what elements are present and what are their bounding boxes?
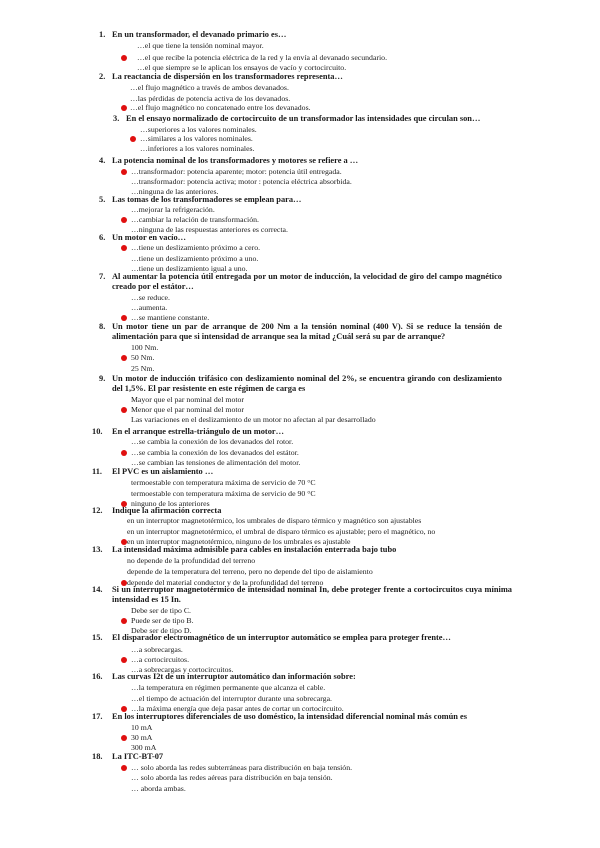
question-text: Las tomas de los transformadores se emplean para… bbox=[112, 195, 302, 204]
answer-option: Puede ser de tipo B. bbox=[131, 616, 194, 625]
question-text: Un motor de inducción trifásico con deslizamiento nominal del 2%, se encuentra girando con deslizamiento del 1,5%. El par resistente en este régimen de carga es bbox=[112, 374, 502, 393]
question-2 bbox=[99, 72, 492, 82]
question-7 bbox=[99, 272, 502, 291]
answer-option: no depende de la profundidad del terreno bbox=[127, 556, 256, 565]
answer-option: … solo aborda las redes aéreas para distribución en baja tensión. bbox=[131, 773, 333, 782]
answer-mark-dot bbox=[121, 735, 127, 741]
question-10 bbox=[92, 427, 492, 437]
answer-option: …el tiempo de actuación del interruptor durante una sobrecarga. bbox=[131, 694, 332, 703]
question-text: Indique la afirmación correcta bbox=[112, 506, 222, 515]
answer-option: … aborda ambas. bbox=[131, 784, 186, 793]
question-text: La ITC-BT-07 bbox=[112, 752, 164, 761]
answer-option: termoestable con temperatura máxima de servicio de 70 °C bbox=[131, 478, 316, 487]
answer-option: Debe ser de tipo C. bbox=[131, 606, 191, 615]
answer-option: …se mantiene constante. bbox=[131, 313, 210, 322]
question-text: Si un interruptor magnetotérmico de intensidad nominal In, debe proteger frente a cortocircuitos cuya mínima intensidad es 15 In. bbox=[112, 585, 512, 604]
question-5 bbox=[99, 195, 492, 205]
answer-option: …mejorar la refrigeración. bbox=[131, 205, 215, 214]
question-number: 12. bbox=[92, 506, 103, 515]
answer-option: …la temperatura en régimen permanente que alcanza el cable. bbox=[131, 683, 326, 692]
answer-option: 300 mA bbox=[131, 743, 157, 752]
question-number: 9. bbox=[99, 374, 106, 383]
question-number: 6. bbox=[99, 233, 106, 242]
answer-option: Mayor que el par nominal del motor bbox=[131, 395, 245, 404]
answer-mark-dot bbox=[121, 450, 127, 456]
question-text: En los interruptores diferenciales de uso doméstico, la intensidad diferencial nominal más común es bbox=[112, 712, 468, 721]
answer-option: …se cambia la conexión de los devanados del rotor. bbox=[131, 437, 294, 446]
question-text: En el ensayo normalizado de cortocircuito de un transformador las intensidades que circulan son… bbox=[126, 114, 481, 123]
question-text: Un motor en vacío… bbox=[112, 233, 187, 242]
question-text: La potencia nominal de los transformadores y motores se refiere a … bbox=[112, 156, 359, 165]
question-number: 14. bbox=[92, 585, 103, 594]
question-number: 18. bbox=[92, 752, 103, 761]
answer-option: …las pérdidas de potencia activa de los devanados. bbox=[130, 94, 291, 103]
question-13 bbox=[92, 545, 492, 555]
question-4 bbox=[99, 156, 492, 166]
question-text: La intensidad máxima admisible para cables en instalación enterrada bajo tubo bbox=[112, 545, 397, 554]
answer-option: …tiene un deslizamiento próximo a uno. bbox=[131, 254, 259, 263]
question-text: En el arranque estrella-triángulo de un motor… bbox=[112, 427, 284, 436]
answer-option: …el que siempre se le aplican los ensayos de vacío y cortocircuito. bbox=[137, 63, 347, 72]
answer-option: …aumenta. bbox=[131, 303, 168, 312]
question-1 bbox=[99, 30, 492, 40]
question-18 bbox=[92, 752, 492, 762]
question-number: 1. bbox=[99, 30, 106, 39]
answer-option: 25 Nm. bbox=[131, 364, 155, 373]
question-text: El disparador electromagnético de un interruptor automático se emplea para proteger frente… bbox=[112, 633, 451, 642]
answer-mark-dot bbox=[121, 217, 127, 223]
answer-option: …ninguna de las anteriores. bbox=[131, 187, 219, 196]
answer-option: …a sobrecargas y cortocircuitos. bbox=[131, 665, 234, 674]
question-text: La reactancia de dispersión en los transformadores representa… bbox=[112, 72, 343, 81]
question-11 bbox=[92, 467, 492, 477]
question-number: 4. bbox=[99, 156, 106, 165]
answer-option: 30 mA bbox=[131, 733, 153, 742]
answer-option: depende de la temperatura del terreno, pero no depende del tipo de aislamiento bbox=[127, 567, 373, 576]
answer-option: …transformador: potencia activa; motor : potencia eléctrica absorbida. bbox=[131, 177, 352, 186]
answer-option: en un interruptor magnetotérmico, el umbral de disparo térmico es ajustable; pero el magnético, no bbox=[127, 527, 436, 536]
question-3 bbox=[113, 114, 526, 124]
question-text: El PVC es un aislamiento … bbox=[112, 467, 214, 476]
answer-mark-dot bbox=[121, 355, 127, 361]
answer-option: termoestable con temperatura máxima de servicio de 90 °C bbox=[131, 489, 316, 498]
answer-option: …ninguna de las respuestas anteriores es correcta. bbox=[131, 225, 288, 234]
question-number: 11. bbox=[92, 467, 103, 476]
question-8 bbox=[99, 322, 502, 341]
question-number: 10. bbox=[92, 427, 103, 436]
answer-mark-dot bbox=[121, 407, 127, 413]
answer-option: …se cambia la conexión de los devanados del estátor. bbox=[131, 448, 299, 457]
answer-option: … solo aborda las redes subterráneas para distribución en baja tensión. bbox=[131, 763, 353, 772]
answer-option: ninguno de los anteriores bbox=[131, 499, 210, 508]
question-number: 3. bbox=[113, 114, 120, 123]
question-number: 16. bbox=[92, 672, 103, 681]
answer-option: Las variaciones en el deslizamiento de un motor no afectan al par desarrollado bbox=[131, 415, 376, 424]
answer-option: …a cortocircuitos. bbox=[131, 655, 190, 664]
answer-option: en un interruptor magnetotérmico, ninguno de los umbrales es ajustable bbox=[127, 537, 351, 546]
answer-mark-dot bbox=[121, 169, 127, 175]
question-15 bbox=[92, 633, 492, 643]
answer-option: …tiene un deslizamiento igual a uno. bbox=[131, 264, 248, 273]
answer-mark-dot bbox=[121, 315, 127, 321]
question-14 bbox=[92, 585, 512, 604]
question-6 bbox=[99, 233, 492, 243]
question-number: 17. bbox=[92, 712, 103, 721]
question-number: 15. bbox=[92, 633, 103, 642]
answer-option: …el flujo magnético no concatenado entre los devanados. bbox=[130, 103, 311, 112]
question-text: En un transformador, el devanado primario es… bbox=[112, 30, 287, 39]
answer-mark-dot bbox=[121, 618, 127, 624]
answer-option: …el que recibe la potencia eléctrica de la red y la envía al devanado secundario. bbox=[137, 53, 388, 62]
question-16 bbox=[92, 672, 492, 682]
answer-option: …inferiores a los valores nominales. bbox=[140, 144, 255, 153]
answer-option: …transformador: potencia aparente; motor: potencia útil entregada. bbox=[131, 167, 342, 176]
answer-option: …se reduce. bbox=[131, 293, 170, 302]
question-17 bbox=[92, 712, 512, 722]
question-number: 13. bbox=[92, 545, 103, 554]
answer-option: …el flujo magnético a través de ambos devanados. bbox=[130, 83, 289, 92]
question-text: Un motor tiene un par de arranque de 200 Nm a la tensión nominal (400 V). Si se reduce la tensión de alimentación para que si intensidad de arranque sea la mitad ¿Cuál será su par de arranque? bbox=[112, 322, 502, 341]
answer-option: …tiene un deslizamiento próximo a cero. bbox=[131, 243, 261, 252]
answer-option: …similares a los valores nominales. bbox=[140, 134, 253, 143]
answer-option: …se cambian las tensiones de alimentación del motor. bbox=[131, 458, 301, 467]
answer-mark-dot bbox=[121, 105, 127, 111]
answer-option: Debe ser de tipo D. bbox=[131, 626, 192, 635]
answer-mark-dot bbox=[130, 136, 136, 142]
question-number: 2. bbox=[99, 72, 106, 81]
answer-option: en un interruptor magnetotérmico, los umbrales de disparo térmico y magnético son ajustables bbox=[127, 516, 422, 525]
answer-option: Menor que el par nominal del motor bbox=[131, 405, 245, 414]
question-number: 8. bbox=[99, 322, 106, 331]
answer-option: …el que tiene la tensión nominal mayor. bbox=[137, 41, 264, 50]
answer-mark-dot bbox=[121, 55, 127, 61]
answer-option: 100 Nm. bbox=[131, 343, 159, 352]
answer-option: depende del material conductor y de la profundidad del terreno bbox=[127, 578, 324, 587]
answer-mark-dot bbox=[121, 765, 127, 771]
question-text: Las curvas I2t de un interruptor automático dan información sobre: bbox=[112, 672, 356, 681]
answer-option: …superiores a los valores nominales. bbox=[140, 125, 257, 134]
question-text: Al aumentar la potencia útil entregada por un motor de inducción, la velocidad de giro del campo magnético creado por el estátor… bbox=[112, 272, 502, 291]
answer-mark-dot bbox=[121, 657, 127, 663]
question-number: 7. bbox=[99, 272, 106, 281]
answer-option: …cambiar la relación de transformación. bbox=[131, 215, 259, 224]
answer-option: 50 Nm. bbox=[131, 353, 155, 362]
answer-mark-dot bbox=[121, 245, 127, 251]
question-12 bbox=[92, 506, 492, 516]
answer-option: …a sobrecargas. bbox=[131, 645, 183, 654]
question-9 bbox=[99, 374, 502, 393]
answer-option: …la máxima energía que deja pasar antes de cortar un cortocircuito. bbox=[131, 704, 344, 713]
answer-option: 10 mA bbox=[131, 723, 153, 732]
question-number: 5. bbox=[99, 195, 106, 204]
